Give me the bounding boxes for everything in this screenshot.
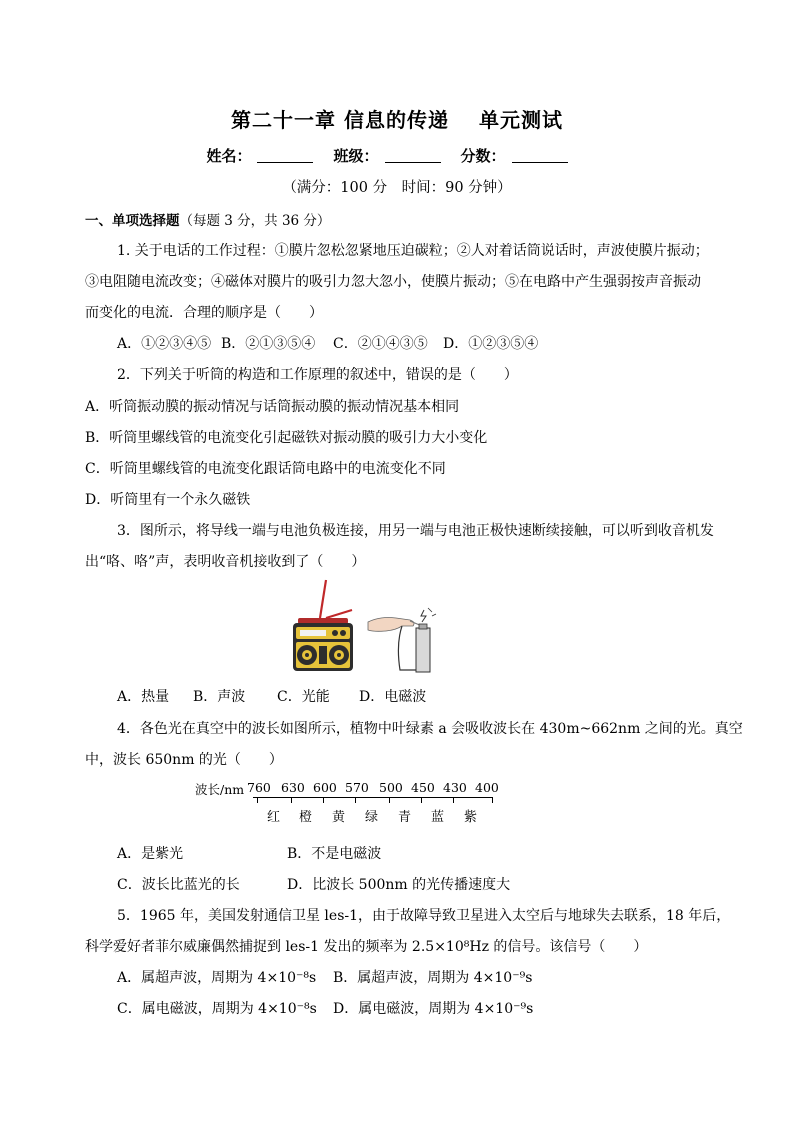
q1-line3: 而变化的电流．合理的顺序是（ ） (85, 305, 323, 321)
q2-option-d[interactable]: D．听筒里有一个永久磁铁 (85, 492, 251, 508)
q1-line2: ③电阻随电流改变；④磁体对膜片的吸引力忽大忽小，使膜片振动；⑤在电路中产生强弱按声音振动 (85, 274, 701, 290)
q4-line1: 4．各色光在真空中的波长如图所示，植物中叶绿素 a 会吸收波长在 430m~662nm 之间的光。真空 (117, 721, 743, 737)
q3-option-c[interactable]: C．光能 (277, 689, 330, 705)
q3-option-d[interactable]: D．电磁波 (359, 689, 427, 705)
spectrum-color-label: 青 (398, 810, 412, 825)
q3-option-a[interactable]: A．热量 (117, 689, 170, 705)
q4-line2: 中，波长 650nm 的光（ ） (85, 752, 283, 768)
q5-line1: 5．1965 年，美国发射通信卫星 les-1，由于故障导致卫星进入太空后与地球失去联系，18 年后， (117, 908, 731, 924)
spectrum-axis-label: 波长/nm (195, 782, 245, 797)
spectrum-color-label: 橙 (299, 810, 313, 825)
q5-option-b[interactable]: B．属超声波，周期为 4×10⁻⁹s (333, 970, 533, 986)
section-heading (85, 209, 330, 229)
spectrum-tick: 630 (281, 780, 305, 795)
spectrum-color-label: 紫 (464, 810, 478, 825)
q5-option-a[interactable]: A．属超声波，周期为 4×10⁻⁸s (117, 970, 317, 986)
spectrum-color-label: 红 (267, 810, 281, 825)
q1-option-c[interactable]: C．②①④③⑤ (333, 336, 428, 352)
q3-option-b[interactable]: B．声波 (193, 689, 246, 705)
q3-line2: 出“咯、咯”声，表明收音机接收到了（ ） (85, 554, 366, 570)
class-blank[interactable] (385, 148, 441, 163)
spectrum-tick: 450 (411, 780, 435, 795)
student-info-line (0, 145, 794, 166)
spectrum-tick: 500 (379, 780, 403, 795)
battery-hand-illustration (366, 604, 438, 674)
spectrum-color-label: 蓝 (431, 810, 445, 825)
q2-option-b[interactable]: B．听筒里螺线管的电流变化引起磁铁对振动膜的吸引力大小变化 (85, 430, 488, 446)
q1-option-b[interactable]: B．②①③⑤④ (221, 336, 316, 352)
score-blank[interactable] (512, 148, 568, 163)
q4-option-c[interactable]: C．波长比蓝光的长 (117, 877, 240, 893)
name-label: 姓名： (206, 147, 252, 165)
spectrum-tick: 600 (313, 780, 337, 795)
title-unit: 单元测试 (478, 108, 563, 132)
spectrum-tick: 760 (247, 780, 271, 795)
score-label: 分数： (460, 147, 506, 165)
q3-line1: 3．图所示，将导线一端与电池负极连接，用另一端与电池正极快速断续接触，可以听到收音机发 (117, 523, 714, 539)
spectrum-axis-line (253, 797, 493, 798)
q2-option-c[interactable]: C．听筒里螺线管的电流变化跟话筒电路中的电流变化不同 (85, 461, 446, 477)
q2-stem: 2．下列关于听筒的构造和工作原理的叙述中，错误的是（ ） (117, 367, 518, 383)
exam-meta: （满分：100 分 时间：90 分钟） (282, 180, 512, 196)
spectrum-tick: 400 (475, 780, 499, 795)
section-note: （每题 3 分，共 36 分） (179, 213, 331, 229)
q1-line1: 1. 关于电话的工作过程：①膜片忽松忽紧地压迫碳粒；②人对着话筒说话时，声波使膜片振动； (117, 243, 709, 259)
page-title (0, 104, 794, 133)
section-title: 一、单项选择题 (85, 213, 180, 229)
q2-option-a[interactable]: A．听筒振动膜的振动情况与话筒振动膜的振动情况基本相同 (85, 399, 460, 415)
class-label: 班级： (333, 147, 379, 165)
radio-illustration (292, 578, 354, 672)
name-blank[interactable] (257, 148, 313, 163)
spectrum-tick: 570 (345, 780, 369, 795)
q1-option-a[interactable]: A．①②③④⑤ (117, 336, 212, 352)
wavelength-spectrum-diagram (195, 778, 515, 828)
spectrum-color-label: 黄 (332, 810, 346, 825)
q5-option-c[interactable]: C．属电磁波，周期为 4×10⁻⁸s (117, 1001, 317, 1017)
q4-option-a[interactable]: A．是紫光 (117, 846, 184, 862)
q4-option-d[interactable]: D．比波长 500nm 的光传播速度大 (287, 877, 511, 893)
q4-option-b[interactable]: B．不是电磁波 (287, 846, 382, 862)
spectrum-tick: 430 (443, 780, 467, 795)
q5-line2: 科学爱好者菲尔威廉偶然捕捉到 les-1 发出的频率为 2.5×10⁸Hz 的信号。该信号（ ） (85, 939, 648, 955)
q5-option-d[interactable]: D．属电磁波，周期为 4×10⁻⁹s (333, 1001, 534, 1017)
q1-option-d[interactable]: D．①②③⑤④ (443, 336, 539, 352)
title-main: 第二十一章 信息的传递 (231, 108, 449, 132)
spectrum-color-label: 绿 (365, 810, 379, 825)
